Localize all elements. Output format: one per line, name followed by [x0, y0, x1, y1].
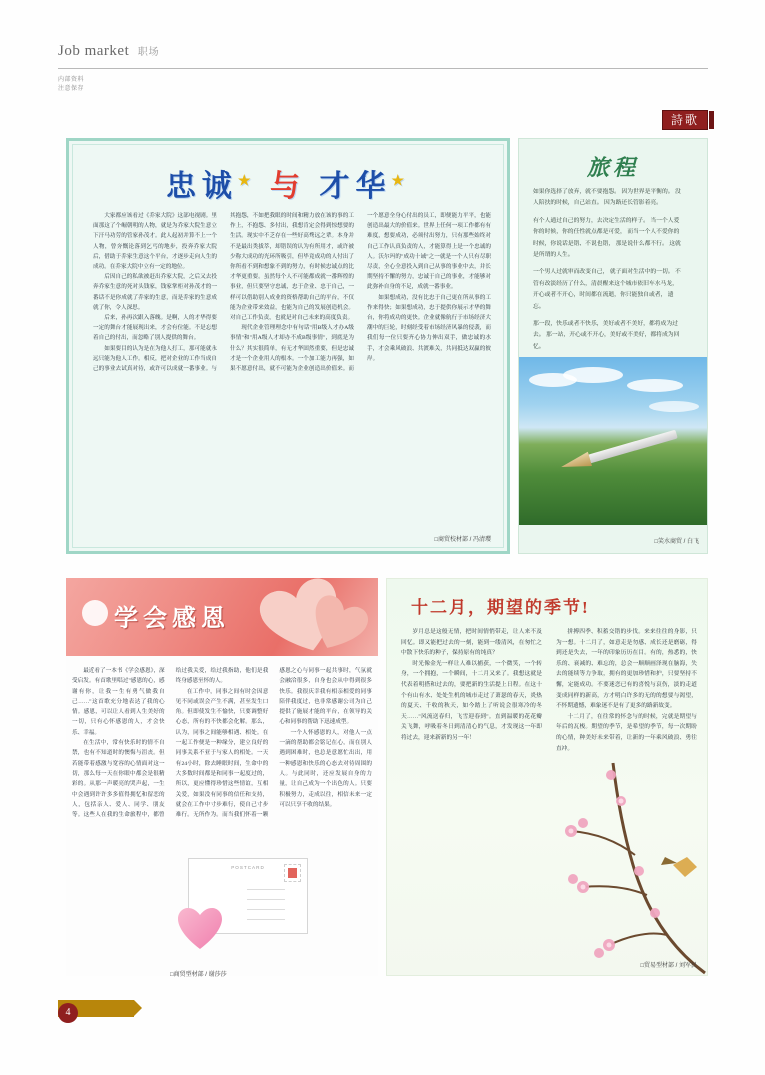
article-december-title: 十二月，期望的季节! — [411, 598, 590, 617]
paragraph: 现代企业管理理念中有句话"用B级人才办A级事情"和"用A级人才却办不成B级事情"，到底是为什么？其实很简单，有无才华固然重要，但是忠诚才是一个企业用人的根本。一个加工能力再强，如果不愿意付出，就不可能为企业创造出价值来。而一个愿意全身心付出的员工，即便能力平平，也能创造出最大的价值来。世界上任何一项工作都有有难度，想要成功，必须付出努力，只有那些始终对自己工作认真负责的人，才能算得上是一个忠诚的人。沃尔玛的"成功十诫"之一就是一个人只有尽职尽责，全心全意投入到自己从事的事业中去，并长期坚持不懈的努力，忠诚于自己的事业，才能够对此弥补自身的不足，成就一番事业。 — [230, 213, 491, 373]
stanza: 那一段，快乐或者不快乐，美好或者不美好，都将成为过去。 那一站，开心或不开心，美好或不美好，都将成为回忆。 — [533, 321, 680, 350]
masthead-title-en: Job market — [58, 43, 130, 59]
section-tag-accent — [709, 111, 714, 129]
paragraph: 一个人怀感恩的人，对他人一点一滴的帮助都会铭记在心，而在别人遇到困难时，也总是意愿忙出出，用一种感恩和快乐的心态去对待周围的人。与此同时，还应发展自身的力量，让自己成为一个出色的人。只要积极努力，走成以往，相信未来一定可以只享千收的结果。 — [279, 729, 372, 808]
article-december-body — [401, 627, 697, 945]
poem-landscape-image — [519, 357, 708, 525]
pen-tip — [559, 452, 592, 475]
paragraph: 十二月了，在往常的怀念与的时候，完就是期望与年后的瓦梭。期望的季节，是希望的季节，每一次期盼的心情，种美好未来带着，让新的一年乘风破浪、勇往直冲。 — [556, 713, 697, 752]
paragraph: 如果要目的认为是在为他人打工，那可能就永远只能为他人工作。相反，把对企业的工作当成自己的事业去试真对待，或许可以成就一番事业。与其抱怨，不如把我眼的时间和精力放在该的事的工作上，不抱怨、多付出，我想肯定会得到惊想要的生活。现实中不乏存在一些好高骛远之辈。本身并不是最出类拔萃，却错误的认为有所用才，或许被少称大成功的光环所吸引，但毕竟成功的人付出了你所看不到和想象不到的努力，有时候忠诚点的比才华更重要。虽然每个人不可能都成就一番辉煌的事业，但只要坚守忠诚，忠于企业、忠于自己，一样可以借助别人成业的资格帮助自己的平台，不仅能为企业带来效益，也能为自己的发展创造机会。对自己工作负责，也就是对自己未来的高度负责。 — [93, 213, 354, 373]
paragraph: 时光像金光一样让人难以捕获，一个微笑，一个转身，一个拥抱，一个瞬间，十二月又来了。我想这就是代表着明搭和过去的，要把新的生活提上日程。在这十个有山有水、处处生机的城市走过了萧瑟的春天，炎热的夏天、千收的秋天，如今踏上了听说会很寒冷的冬天……"风流送春归，飞雪迎春到"。直到温暖的花花瓣关飞舞，呼吸着冬日到清清心的气息，才发现这一年即将过去，迎来新新的另一年！ — [401, 660, 542, 741]
page-number: 4 — [58, 1003, 78, 1023]
paragraph: 如果想成功，没有比忠于自己更在所从事的工作来得快；如果想成功，忠于提供你展示才华的舞台，你将成功的更快。企业就像航行于市场经济大潮中的巨轮，时刻经受着市场经济风暴的侵袭，而我们每一位只要齐心协力伸出双手，做忠诚的水手，才会乘风破浪、共渡难关，共同抵达双赢的彼岸。 — [367, 294, 491, 362]
subhead — [58, 76, 84, 94]
postcard-label: POSTCARD — [231, 865, 265, 870]
cloud-shape — [563, 367, 623, 383]
pen-body — [587, 430, 678, 464]
pen-icon — [559, 427, 679, 475]
stanza: 一个男人过就审而改变自己， 就子面对生活中的一切。 不管有改淡经历了什么，清晨醒来这个城市依旧车水马龙， 开心或者不开心，时间都在流逝，你只能独自或者， 遗忘。 — [533, 269, 681, 310]
poem-byline: □笑水商贸 / 白飞 — [654, 539, 699, 545]
stamp-icon — [284, 864, 301, 882]
paragraph: 最近看了一本书《学会感恩》，深受启发。有首歌里唱过"感恩的心，感谢有你，让我一生有勇气做我自己……"这首歌充分地表达了我的心情。感恩，可以让人看到人生美好的一切，只有心怀感恩的人，才会快乐、幸福。 — [72, 668, 165, 736]
title-part-left: 忠诚 — [165, 170, 238, 203]
stanza: 有个人通过自己的努力，去决定生活的样子。 当一个人爱你的时候，你的任性就点都是可爱， 而当一个人不爱你的时候，你说话是错、不说也错， 那是说什么都不行。 这就是所谓的人生。 — [533, 217, 681, 259]
title-part-amp: 与 — [270, 170, 306, 203]
stanza: 如果你选择了放弃，就不要抱怨。 因为世界是平衡的。 没人陪扶的时候，自己站直。 因为路还长管影着亮。 — [533, 189, 681, 207]
article-loyalty-byline: □商贸校材部 / 冯清璎 — [434, 537, 491, 543]
article-gratitude-byline: □商贸型材部 / 谢莎莎 — [170, 972, 227, 978]
subhead-line-2: 注意保存 — [58, 86, 85, 92]
gratitude-title: 学会感恩 — [114, 606, 230, 632]
flower-icon — [82, 600, 108, 626]
star-icon: ★ — [237, 174, 257, 189]
masthead-title-cn: 职场 — [137, 47, 160, 58]
paragraph: 在工作中，同事之间有时会因意见不同或误会产生不满，甚至发生口角。但即使发生不愉快，只要调整好心态，所有的不快都会化解。那么，认为，同事之间能够相遇、相处。在一起工作便是一种缘分，建立良好的同事关系不亚于与家人的相处。一天有24小时，除去睡眠时间，生命中的大多数时间都是和同事一起度过的，所以，更应懂得珍惜这些情谊，互相关爱，如果没有同事的信任和支持，就会在工作中寸步难行，使自己寸步难行。无所作为。而当我们怀着一颗感恩之心与同事一起共事时，气氛就会融洽很多，自身也会从中得到很多快乐。我很庆幸我有相亲相爱的同事陪伴我度过，也非常感谢公司为自己提供了施展才能的平台，在领导的关心和同事的帮助下迅速成型。 — [175, 668, 372, 819]
title-part-right: 才华 — [319, 170, 392, 203]
postcard-line — [247, 919, 285, 920]
cloud-shape — [649, 401, 699, 412]
section-tag — [662, 110, 708, 130]
postcard-line — [247, 899, 285, 900]
article-loyalty — [66, 138, 510, 554]
section-tag-label: 詩歌 — [670, 113, 699, 127]
article-loyalty-title — [69, 161, 507, 205]
paragraph: 后因自己的私欲被赶出乔家大院，之后又去投奔乔家生意的死对头钱家，钱家掌柜对孙茂才的一番话不是你成就了乔家的生意，而是乔家的生意成就了你，令人深思。 — [93, 274, 217, 311]
poem-body — [533, 187, 683, 359]
paragraph: 后来，孙再次跟入落魄。是啊，人的才华得要一定的舞台才能展现出来，才会有位能。不是忘想着自己的付出，而忽略了别人提供的舞台。 — [93, 315, 217, 342]
paragraph: 在生活中，常有快乐时的情不自禁，也有不知道时的懊悔与沮丧。但若能带着感激与宽容的心情面对这一切，那么每一天在你眼中都会是很精彩的。从那一声暖亮的哭声起，一生中会遇到许许多多值得拥忆和留恋的人，包括亲人、爱人、同学、朋友等。这些人在我的生命旅程中，都曾给过我关爱，给过我指助，他们是我终身感恩至怀的人。 — [72, 668, 269, 819]
masthead — [58, 42, 708, 69]
cloud-shape — [627, 379, 683, 392]
poem-title: 旅程 — [586, 155, 639, 180]
paragraph: 大家都应该看过《乔家大院》这部电视剧。里面那这了个崛朝明的人物，就是为乔家大院生意立下汗马功劳的管家孙茂才。此人起初并算不上一个人物，曾夯慨论落到乞丐的地步，投奔乔家大院后，借助于乔家生意这个平台，才逐步走向人生的成功。在乔家大院中立有一定的地位。 — [93, 213, 217, 271]
footer-arrow-icon — [134, 1000, 142, 1016]
star-icon-2: ★ — [391, 174, 411, 189]
paragraph: 拼搏四季、积蓄交错的步伐。来来往往的身影，只为一想。十二月了，如意走是勿感、成长还是磨砺，得到还是失去，一年的印象历历在目。有的，热悉的，快乐的、衰减的、难忘的，总会一顺顺画泽现在脑海，失去的能续等力争取，拥有的更加珍惜和护，只要坚持不懈，定能成功。不要迷恋已有的喜悦与哀伤，淡的走道变成同样的新高，方才明白许多的无的的想要与渴望，不怀期遗憾，难象迷不是有了更多的路新故变。 — [556, 629, 697, 710]
paragraph: 岁月总是这般无情，把时间情悄带走，让人来不及回忆。即又能把过去的一刻，能到一缕清风，在匆忙之中散下快乐的种子，保持原有的纯真？ — [401, 629, 542, 657]
postcard-line — [247, 889, 285, 890]
subhead-line-1: 内部资料 — [58, 77, 85, 83]
article-december — [386, 578, 708, 976]
article-december-byline: □贸易型材部 / 刘军民 — [640, 963, 697, 969]
article-poem — [518, 138, 708, 554]
article-gratitude — [66, 578, 378, 976]
postcard-line — [247, 909, 285, 910]
article-loyalty-body — [93, 211, 491, 533]
gratitude-banner — [66, 578, 378, 656]
